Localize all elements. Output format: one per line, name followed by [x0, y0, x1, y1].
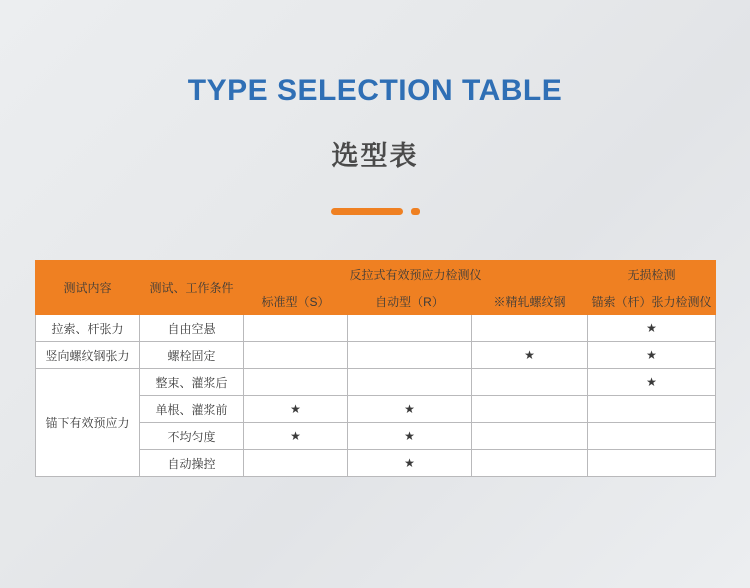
row-auto-1: [348, 342, 472, 369]
table-row: [36, 315, 716, 342]
table-head: [36, 261, 716, 315]
row-auto-4: ★: [348, 423, 472, 450]
row-rebar-1: ★: [472, 342, 588, 369]
header-test-content: 测试内容: [36, 261, 140, 315]
row-auto-0: [348, 315, 472, 342]
row-cable-1: ★: [588, 342, 716, 369]
page-title-cn: 选型表: [331, 141, 419, 171]
row-auto-5: ★: [348, 450, 472, 477]
row-condition-2: 整束、灌浆后: [140, 369, 244, 396]
page-title-en: TYPE SELECTION TABLE: [187, 74, 563, 107]
row-rebar-2: [472, 369, 588, 396]
row-auto-3: ★: [348, 396, 472, 423]
row-standard-2: [244, 369, 348, 396]
row-cable-3: [588, 396, 716, 423]
row-condition-4: 不均匀度: [140, 423, 244, 450]
row-condition-0: 自由空悬: [140, 315, 244, 342]
title-divider: [323, 207, 427, 215]
header-sub-cable: 锚索（杆）张力检测仪: [588, 288, 716, 315]
header-test-condition: 测试、工作条件: [140, 261, 244, 315]
header-group-nondestructive: 无损检测: [588, 261, 716, 288]
divider-dot: [411, 208, 420, 215]
row-content-1: 竖向螺纹钢张力: [36, 342, 140, 369]
header-sub-rebar: ※精轧螺纹钢: [472, 288, 588, 315]
row-auto-2: [348, 369, 472, 396]
header-sub-auto: 自动型（R）: [348, 288, 472, 315]
row-condition-1: 螺栓固定: [140, 342, 244, 369]
row-cable-4: [588, 423, 716, 450]
row-standard-5: [244, 450, 348, 477]
row-content-merged: 锚下有效预应力: [36, 369, 140, 477]
row-cable-0: ★: [588, 315, 716, 342]
row-standard-0: [244, 315, 348, 342]
table-header-row-1: [36, 261, 716, 288]
row-condition-3: 单根、灌浆前: [140, 396, 244, 423]
row-rebar-0: [472, 315, 588, 342]
row-condition-5: 自动操控: [140, 450, 244, 477]
table-row: [36, 342, 716, 369]
row-standard-4: ★: [244, 423, 348, 450]
divider-bar: [331, 208, 403, 215]
row-standard-1: [244, 342, 348, 369]
row-standard-3: ★: [244, 396, 348, 423]
table-body: [36, 315, 716, 477]
selection-table: [35, 260, 716, 477]
row-content-0: 拉索、杆张力: [36, 315, 140, 342]
header-sub-standard: 标准型（S）: [244, 288, 348, 315]
row-rebar-3: [472, 396, 588, 423]
row-cable-2: ★: [588, 369, 716, 396]
row-rebar-5: [472, 450, 588, 477]
row-rebar-4: [472, 423, 588, 450]
table-row: [36, 369, 716, 396]
row-cable-5: [588, 450, 716, 477]
header-group-pullout-device: 反拉式有效预应力检测仪: [244, 261, 588, 288]
selection-table-wrapper: [35, 260, 715, 477]
